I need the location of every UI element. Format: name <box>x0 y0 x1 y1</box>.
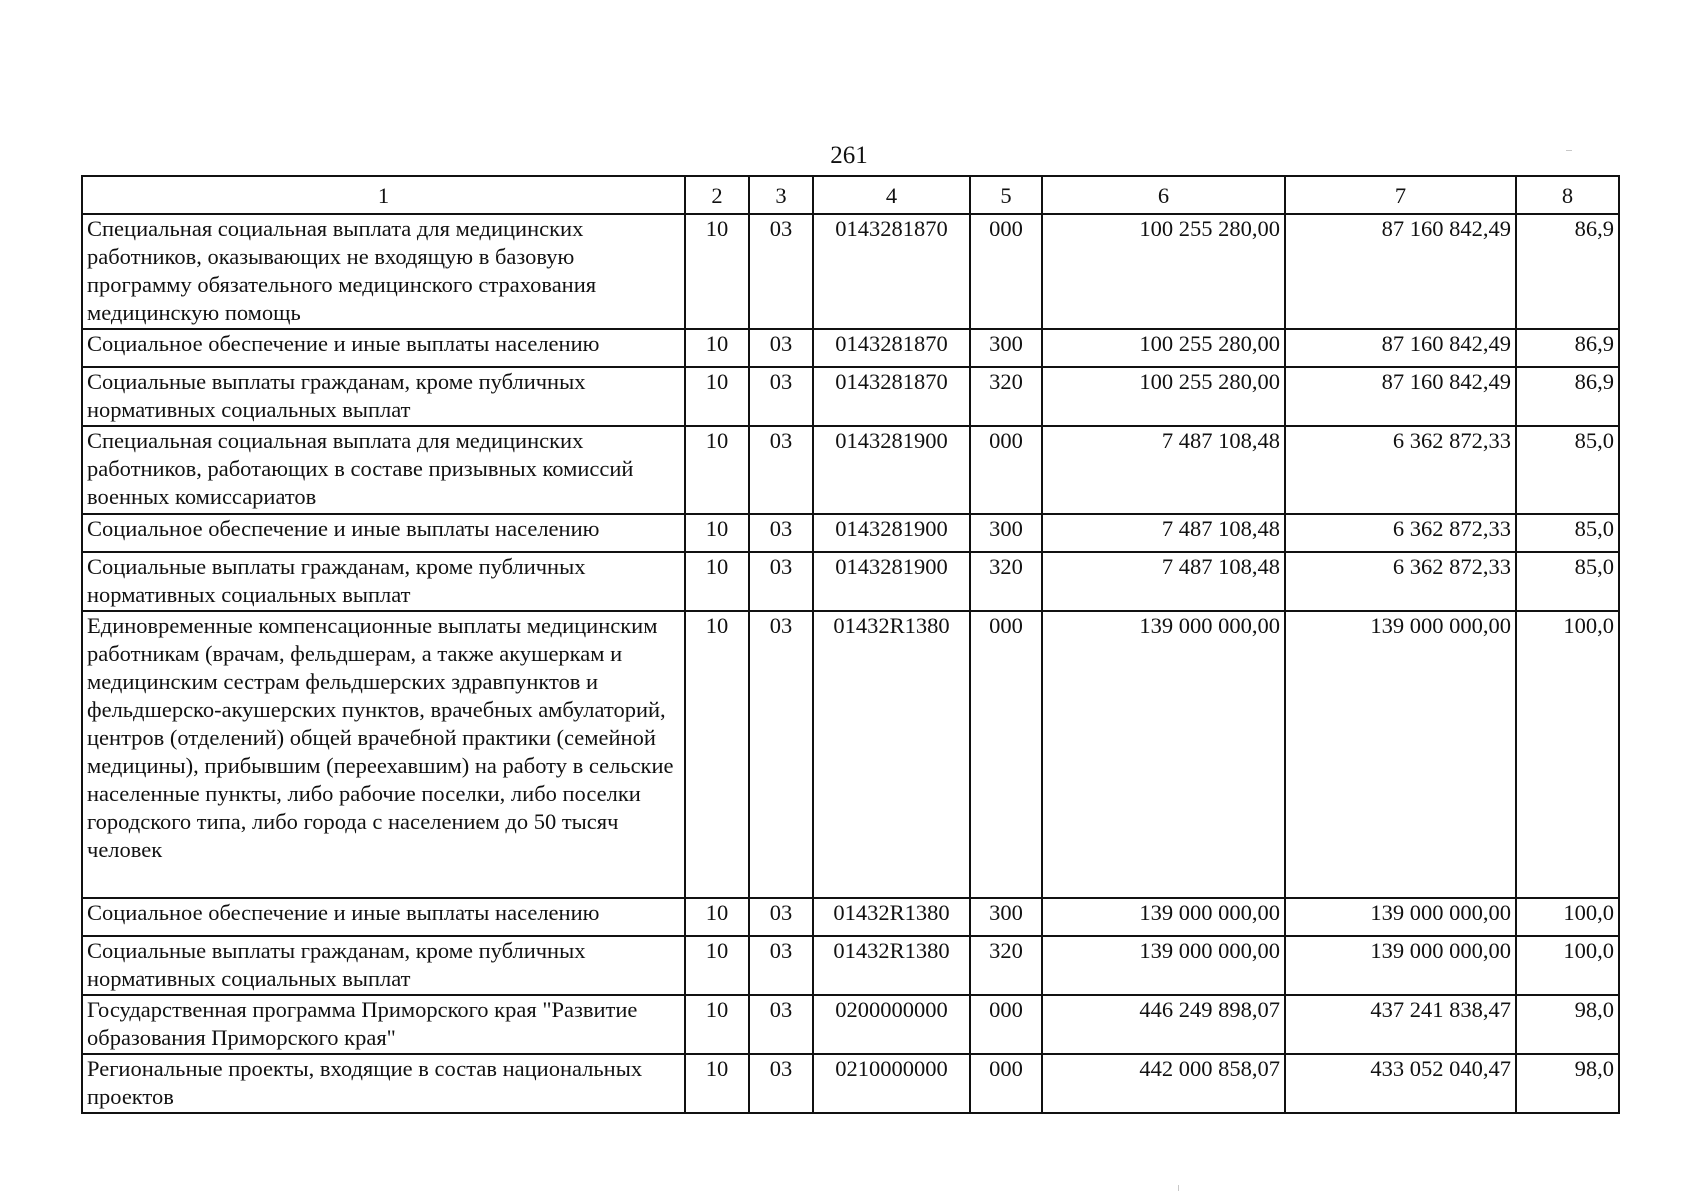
target-article-code: 0200000000 <box>813 995 970 1054</box>
column-header: 8 <box>1516 176 1619 214</box>
table-row <box>82 995 1619 1054</box>
execution-percent: 100,0 <box>1516 936 1619 995</box>
planned-amount: 139 000 000,00 <box>1042 611 1285 898</box>
subsection-code: 03 <box>749 514 813 552</box>
row-name: Государственная программа Приморского края "Развитие образования Приморского края" <box>82 995 685 1054</box>
planned-amount: 442 000 858,07 <box>1042 1054 1285 1113</box>
expense-type-code: 320 <box>970 552 1042 611</box>
planned-amount: 100 255 280,00 <box>1042 214 1285 329</box>
subsection-code: 03 <box>749 898 813 936</box>
expense-type-code: 000 <box>970 426 1042 514</box>
row-name: Специальная социальная выплата для медицинских работников, оказывающих не входящую в базовую программу обязательного медицинского страхования медицинскую помощь <box>82 214 685 329</box>
table-row <box>82 1054 1619 1113</box>
planned-amount: 139 000 000,00 <box>1042 898 1285 936</box>
section-code: 10 <box>685 898 749 936</box>
subsection-code: 03 <box>749 426 813 514</box>
row-name: Социальное обеспечение и иные выплаты населению <box>82 329 685 367</box>
planned-amount: 446 249 898,07 <box>1042 995 1285 1054</box>
table-row <box>82 329 1619 367</box>
executed-amount: 6 362 872,33 <box>1285 426 1516 514</box>
section-code: 10 <box>685 1054 749 1113</box>
execution-percent: 86,9 <box>1516 367 1619 426</box>
executed-amount: 6 362 872,33 <box>1285 552 1516 611</box>
planned-amount: 7 487 108,48 <box>1042 514 1285 552</box>
subsection-code: 03 <box>749 611 813 898</box>
target-article-code: 01432R1380 <box>813 936 970 995</box>
expense-type-code: 300 <box>970 329 1042 367</box>
subsection-code: 03 <box>749 995 813 1054</box>
executed-amount: 87 160 842,49 <box>1285 214 1516 329</box>
target-article-code: 01432R1380 <box>813 898 970 936</box>
executed-amount: 6 362 872,33 <box>1285 514 1516 552</box>
subsection-code: 03 <box>749 329 813 367</box>
subsection-code: 03 <box>749 1054 813 1113</box>
table-row <box>82 898 1619 936</box>
row-name: Социальные выплаты гражданам, кроме публичных нормативных социальных выплат <box>82 936 685 995</box>
execution-percent: 98,0 <box>1516 995 1619 1054</box>
executed-amount: 433 052 040,47 <box>1285 1054 1516 1113</box>
execution-percent: 85,0 <box>1516 426 1619 514</box>
target-article-code: 0143281900 <box>813 426 970 514</box>
table-row <box>82 514 1619 552</box>
table-row <box>82 426 1619 514</box>
executed-amount: 87 160 842,49 <box>1285 329 1516 367</box>
execution-percent: 98,0 <box>1516 1054 1619 1113</box>
execution-percent: 85,0 <box>1516 552 1619 611</box>
expense-type-code: 300 <box>970 898 1042 936</box>
execution-percent: 85,0 <box>1516 514 1619 552</box>
section-code: 10 <box>685 329 749 367</box>
row-name: Социальные выплаты гражданам, кроме публичных нормативных социальных выплат <box>82 552 685 611</box>
execution-percent: 100,0 <box>1516 611 1619 898</box>
target-article-code: 0143281870 <box>813 214 970 329</box>
target-article-code: 0143281870 <box>813 329 970 367</box>
expense-type-code: 000 <box>970 611 1042 898</box>
subsection-code: 03 <box>749 936 813 995</box>
scan-artifact-mark <box>1178 1185 1179 1191</box>
expense-type-code: 000 <box>970 1054 1042 1113</box>
table-row <box>82 936 1619 995</box>
executed-amount: 87 160 842,49 <box>1285 367 1516 426</box>
planned-amount: 139 000 000,00 <box>1042 936 1285 995</box>
column-header: 5 <box>970 176 1042 214</box>
column-header: 3 <box>749 176 813 214</box>
target-article-code: 0143281900 <box>813 552 970 611</box>
executed-amount: 437 241 838,47 <box>1285 995 1516 1054</box>
section-code: 10 <box>685 936 749 995</box>
scan-artifact-mark <box>1566 150 1572 151</box>
budget-execution-table <box>81 175 1620 1114</box>
section-code: 10 <box>685 514 749 552</box>
planned-amount: 7 487 108,48 <box>1042 552 1285 611</box>
expense-type-code: 000 <box>970 995 1042 1054</box>
row-name: Социальное обеспечение и иные выплаты населению <box>82 898 685 936</box>
row-name: Социальные выплаты гражданам, кроме публичных нормативных социальных выплат <box>82 367 685 426</box>
column-header: 2 <box>685 176 749 214</box>
table-row <box>82 611 1619 898</box>
executed-amount: 139 000 000,00 <box>1285 611 1516 898</box>
execution-percent: 86,9 <box>1516 329 1619 367</box>
row-name: Единовременные компенсационные выплаты медицинским работникам (врачам, фельдшерам, а также акушеркам и медицинским сестрам фельдшерских здравпунктов и фельдшерско-акушерских пунктов, врачебных амбулаторий, центров (отделений) общей врачебной практики (семейной медицины), прибывшим (переехавшим) на работу в сельские населенные пункты, либо рабочие поселки, либо поселки городского типа, либо города с населением до 50 тысяч человек <box>82 611 685 898</box>
page-number: 261 <box>830 142 868 169</box>
table-row <box>82 552 1619 611</box>
section-code: 10 <box>685 995 749 1054</box>
subsection-code: 03 <box>749 552 813 611</box>
target-article-code: 01432R1380 <box>813 611 970 898</box>
planned-amount: 100 255 280,00 <box>1042 367 1285 426</box>
column-number-row <box>82 176 1619 214</box>
execution-percent: 86,9 <box>1516 214 1619 329</box>
execution-percent: 100,0 <box>1516 898 1619 936</box>
row-name: Региональные проекты, входящие в состав национальных проектов <box>82 1054 685 1113</box>
executed-amount: 139 000 000,00 <box>1285 898 1516 936</box>
expense-type-code: 320 <box>970 936 1042 995</box>
section-code: 10 <box>685 367 749 426</box>
executed-amount: 139 000 000,00 <box>1285 936 1516 995</box>
column-header: 1 <box>82 176 685 214</box>
planned-amount: 7 487 108,48 <box>1042 426 1285 514</box>
subsection-code: 03 <box>749 214 813 329</box>
expense-type-code: 300 <box>970 514 1042 552</box>
target-article-code: 0143281900 <box>813 514 970 552</box>
target-article-code: 0210000000 <box>813 1054 970 1113</box>
row-name: Социальное обеспечение и иные выплаты населению <box>82 514 685 552</box>
column-header: 4 <box>813 176 970 214</box>
section-code: 10 <box>685 552 749 611</box>
row-name: Специальная социальная выплата для медицинских работников, работающих в составе призывных комиссий военных комиссариатов <box>82 426 685 514</box>
planned-amount: 100 255 280,00 <box>1042 329 1285 367</box>
target-article-code: 0143281870 <box>813 367 970 426</box>
table-row <box>82 367 1619 426</box>
column-header: 7 <box>1285 176 1516 214</box>
column-header: 6 <box>1042 176 1285 214</box>
section-code: 10 <box>685 611 749 898</box>
section-code: 10 <box>685 426 749 514</box>
table-row <box>82 214 1619 329</box>
section-code: 10 <box>685 214 749 329</box>
expense-type-code: 000 <box>970 214 1042 329</box>
expense-type-code: 320 <box>970 367 1042 426</box>
subsection-code: 03 <box>749 367 813 426</box>
